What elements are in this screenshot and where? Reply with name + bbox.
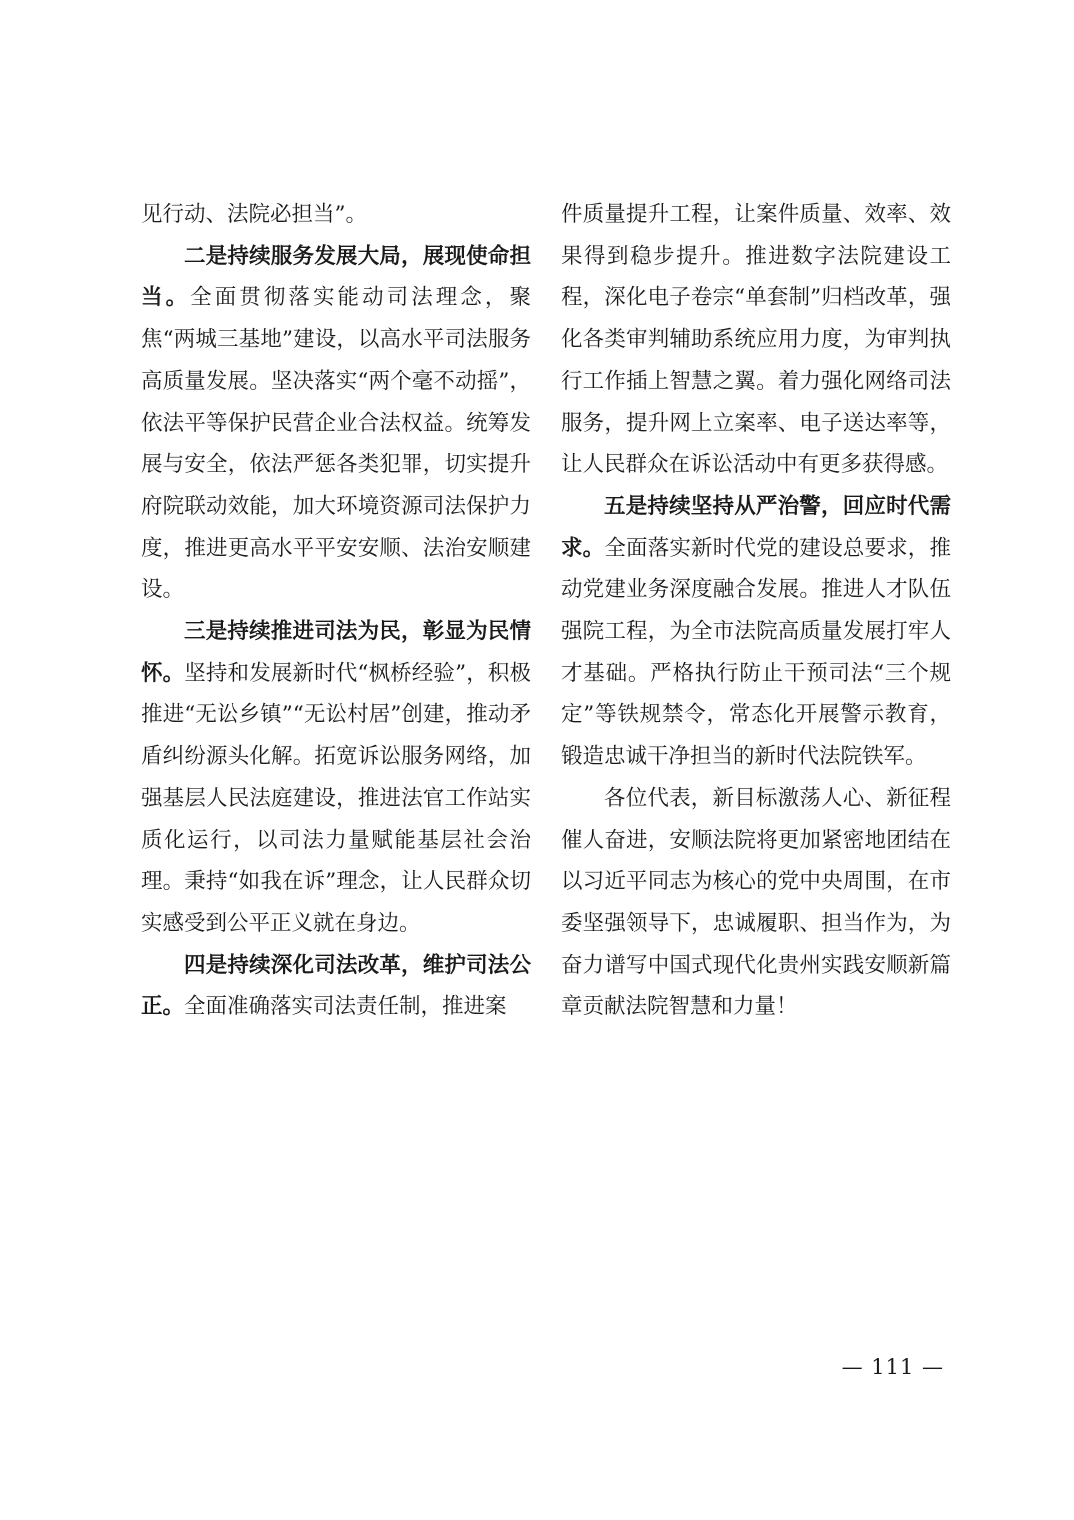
left-column bbox=[141, 194, 531, 1028]
paragraph-heading: 二是持续服务发展大局，展现使命担当。 bbox=[141, 243, 531, 311]
paragraph-heading: 五是持续坚持从严治警，回应时代需求。 bbox=[561, 493, 951, 561]
paragraph-judicial-reform bbox=[141, 945, 531, 1028]
paragraph-text: 坚持和发展新时代“枫桥经验”，积极推进“无讼乡镇”“无讼村居”创建，推动矛盾纠纷源头化解。拓宽诉讼服务网络，加强基层人民法庭建设，推进法官工作站实质化运行，以司法力量赋能基层社会治理。秉持“如我在诉”理念，让人民群众切实感受到公平正义就在身边。 bbox=[141, 660, 531, 936]
page-number: — 111 — bbox=[841, 1355, 944, 1379]
paragraph-text: 见行动、法院必担当”。 bbox=[141, 202, 367, 227]
paragraph-heading: 四是持续深化司法改革，维护司法公正。 bbox=[141, 952, 531, 1020]
paragraph-continuation bbox=[561, 194, 951, 486]
paragraph-service-development bbox=[141, 236, 531, 611]
paragraph-text: 全面贯彻落实能动司法理念，聚焦“两城三基地”建设，以高水平司法服务高质量发展。坚决落实“两个毫不动摇”，依法平等保护民营企业合法权益。统筹发展与安全，依法严惩各类犯罪，切实提升府院联动效能，加大环境资源司法保护力度，推进更高水平平安安顺、法治安顺建设。 bbox=[141, 285, 531, 603]
paragraph-strict-governance bbox=[561, 486, 951, 778]
paragraph-text: 件质量提升工程，让案件质量、效率、效果得到稳步提升。推进数字法院建设工程，深化电子卷宗“单套制”归档改革，强化各类审判辅助系统应用力度，为审判执行工作插上智慧之翼。着力强化网络司法服务，提升网上立案率、电子送达率等，让人民群众在诉讼活动中有更多获得感。 bbox=[561, 202, 951, 478]
paragraph-continuation bbox=[141, 194, 531, 236]
paragraph-text: 全面准确落实司法责任制，推进案 bbox=[184, 994, 507, 1020]
paragraph-text: 各位代表，新目标激荡人心、新征程催人奋进，安顺法院将更加紧密地团结在以习近平同志为核心的党中央周围，在市委坚强领导下，忠诚履职、担当作为，为奋力谱写中国式现代化贵州实践安顺新篇章贡献法院智慧和力量！ bbox=[561, 785, 951, 1020]
paragraph-heading: 三是持续推进司法为民，彰显为民情怀。 bbox=[141, 619, 531, 686]
paragraph-text: 全面落实新时代党的建设总要求，推动党建业务深度融合发展。推进人才队伍强院工程，为全市法院高质量发展打牢人才基础。严格执行防止干预司法“三个规定”等铁规禁令，常态化开展警示教育，锻造忠诚干净担当的新时代法院铁军。 bbox=[561, 535, 951, 770]
right-column bbox=[561, 194, 951, 1028]
paragraph-justice-for-people bbox=[141, 611, 531, 945]
paragraph-closing bbox=[561, 778, 951, 1028]
